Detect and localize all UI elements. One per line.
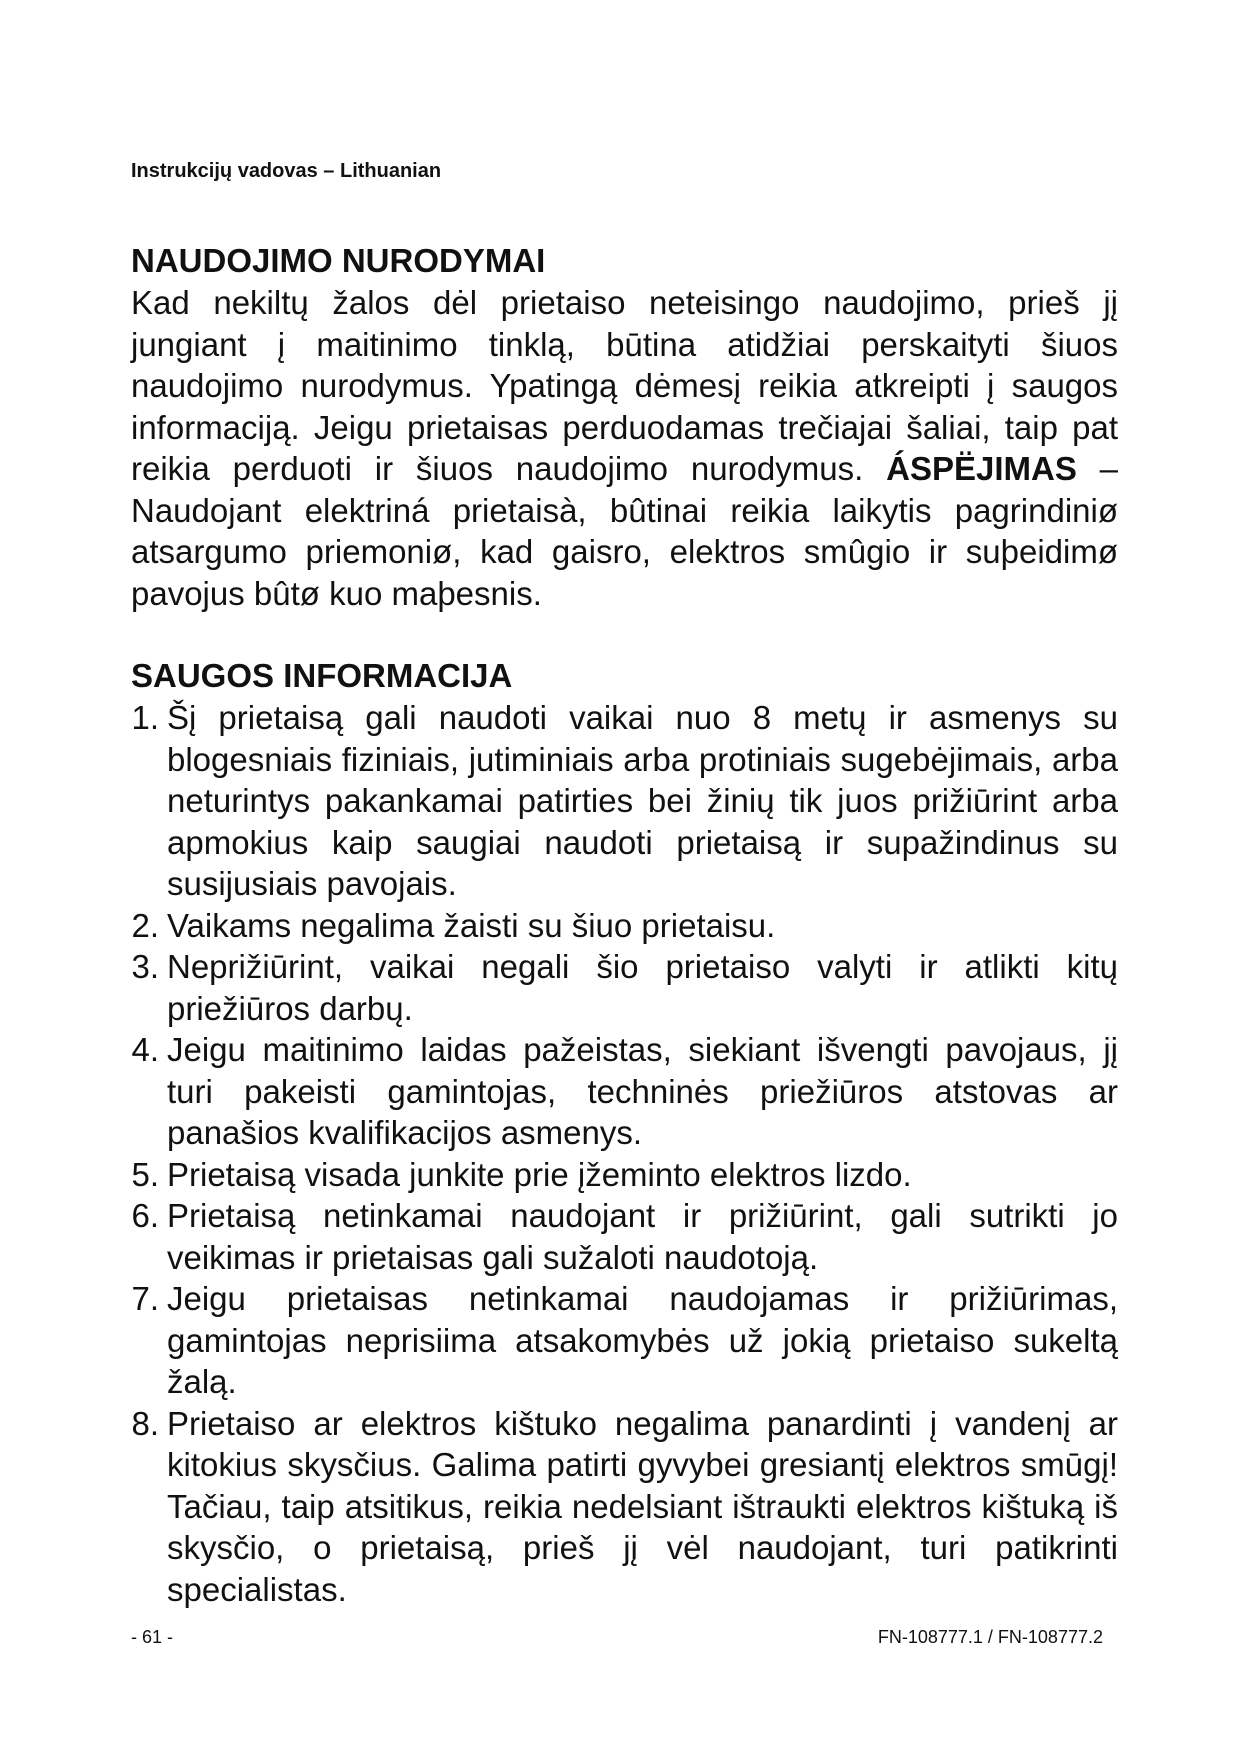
manual-language-label: Instrukcijų vadovas – Lithuanian: [131, 160, 442, 182]
list-item-text: Šį prietaisą gali naudoti vaikai nuo 8 metų ir asmenys su blogesniais fiziniais, jutiminiais arba protiniais sugebėjimais, arba neturintys pakankamai patirties bei žinių tik juos prižiūrint arba apmokius kaip saugiai naudoti prietaisą ir supažindinus su susijusiais pavojais.: [167, 699, 1118, 902]
list-item-number: 5.: [131, 1155, 159, 1193]
list-item-number: 7.: [131, 1280, 159, 1317]
list-item-number: 1.: [131, 699, 159, 736]
safety-section-title: SAUGOS INFORMACIJA: [131, 657, 513, 694]
list-item: [131, 697, 1118, 905]
model-number: FN-108777.1 / FN-108777.2: [877, 1627, 1103, 1647]
list-item: [131, 1154, 1118, 1196]
list-item-number: 3.: [131, 948, 159, 985]
list-item-number: 6.: [131, 1197, 159, 1234]
list-item-text: Jeigu prietaisas netinkamai naudojamas ir prižiūrimas, gamintojas neprisiima atsakomybės už jokią prietaiso sukeltą žalą.: [167, 1280, 1118, 1400]
list-item: [131, 905, 1118, 947]
list-item: [131, 1278, 1118, 1403]
list-item: [131, 1195, 1118, 1278]
list-item-number: 8.: [131, 1404, 159, 1442]
usage-intro-paragraph: [131, 282, 1118, 614]
list-item-text: Neprižiūrint, vaikai negali šio prietaiso valyti ir atlikti kitų priežiūros darbų.: [167, 948, 1118, 1027]
document-body: [131, 240, 1118, 1610]
list-item-text: Prietaiso ar elektros kištuko negalima panardinti į vandenį ar kitokius skysčius. Galima patirti gyvybei gresiantį elektros smūgį! Tačiau, taip atsitikus, reikia nedelsiant ištraukti elektros kištuką iš skysčio, o prietaisą, prieš jį vėl naudojant, turi patikrinti specialistas.: [167, 1404, 1118, 1608]
list-item-text: Prietaisą netinkamai naudojant ir prižiūrint, gali sutrikti jo veikimas ir prietaisas gali sužaloti naudotoją.: [167, 1197, 1118, 1276]
list-item-number: 4.: [131, 1031, 159, 1068]
usage-intro-text: Kad nekiltų žalos dėl prietaiso neteisingo naudojimo, prieš jį jungiant į maitinimo tinklą, būtina atidžiai perskaityti šiuos naudojimo nurodymus. Ypatingą dėmesį reikia atkreipti į saugos informaciją. Jeigu prietaisas perduodamas trečiajai šaliai, taip pat reikia perduoti ir šiuos naudojimo nurodymus.: [131, 284, 1118, 487]
page-number: - 61 -: [131, 1627, 174, 1647]
list-item-text: Jeigu maitinimo laidas pažeistas, siekiant išvengti pavojaus, jį turi pakeisti gamintojas, techninės priežiūros atstovas ar panašios kvalifikacijos asmenys.: [167, 1031, 1118, 1151]
usage-section-title: NAUDOJIMO NURODYMAI: [131, 242, 546, 279]
list-item: [131, 1403, 1118, 1611]
safety-list: [131, 697, 1118, 1610]
list-item: [131, 1029, 1118, 1154]
list-item-text: Prietaisą visada junkite prie įžeminto elektros lizdo.: [167, 1155, 912, 1193]
warning-text: – Naudojant elektriná prietaisà, bûtinai reikia laikytis pagrindiniø atsargumo priemoniø, kad gaisro, elektros smûgio ir suþeidimø pavojus bûtø kuo maþesnis.: [131, 450, 1119, 612]
list-item: [131, 946, 1118, 1029]
list-item-text: Vaikams negalima žaisti su šiuo prietaisu.: [167, 906, 776, 944]
section-spacer: [131, 614, 1118, 655]
list-item-number: 2.: [131, 906, 159, 944]
warning-label: ÁSPËJIMAS: [886, 450, 1077, 487]
